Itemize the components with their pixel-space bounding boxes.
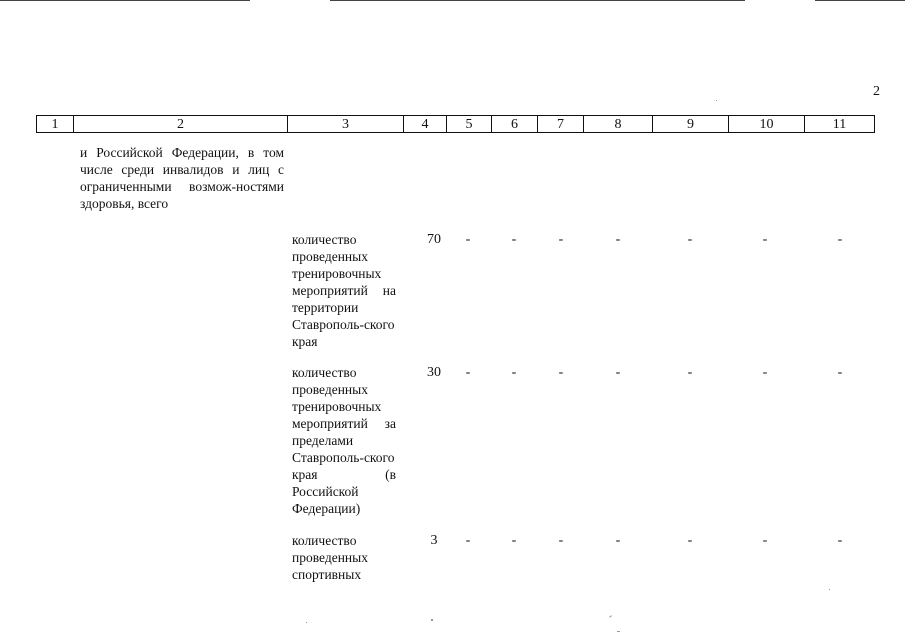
value-col-6: - bbox=[511, 365, 517, 380]
value-col-10: - bbox=[762, 232, 768, 247]
column-header: 3 bbox=[288, 116, 404, 133]
page-number: 2 bbox=[873, 84, 880, 99]
value-col-10: - bbox=[762, 365, 768, 380]
value-col-5: - bbox=[465, 365, 471, 380]
continued-description: и Российской Федерации, в том числе среди инвалидов и лиц с ограниченными возмож-ностями здоровья, всего bbox=[80, 145, 284, 211]
scan-speck bbox=[829, 589, 830, 590]
scan-speck bbox=[716, 100, 717, 101]
scan-edge-line bbox=[0, 0, 250, 1]
indicator-text: количество проведенных спортивных bbox=[292, 533, 368, 582]
column-header: 9 bbox=[653, 116, 729, 133]
value-col-6: - bbox=[511, 533, 517, 548]
column-header: 1 bbox=[37, 116, 74, 133]
value-col-8: - bbox=[615, 533, 621, 548]
value-col-8: - bbox=[615, 232, 621, 247]
value-col-7: - bbox=[558, 232, 564, 247]
indicator-text: количество проведенных тренировочных мероприятий за пределами Ставрополь-ского края (в Российской Федерации) bbox=[292, 365, 396, 516]
column-header: 2 bbox=[74, 116, 288, 133]
value-col-11: - bbox=[837, 365, 843, 380]
column-header: 11 bbox=[805, 116, 875, 133]
column-header: 4 bbox=[404, 116, 447, 133]
value-col-11: - bbox=[837, 533, 843, 548]
value-col-8: - bbox=[615, 365, 621, 380]
column-header: 10 bbox=[729, 116, 805, 133]
value-col-10: - bbox=[762, 533, 768, 548]
scan-speck bbox=[609, 615, 612, 618]
column-header: 5 bbox=[447, 116, 492, 133]
scan-speck bbox=[431, 619, 433, 621]
value-col-5: - bbox=[465, 533, 471, 548]
value-col-4: 3 bbox=[430, 533, 438, 548]
value-col-9: - bbox=[687, 533, 693, 548]
indicator-text: количество проведенных тренировочных мероприятий на территории Ставрополь-ского края bbox=[292, 232, 396, 349]
scan-speck bbox=[617, 631, 620, 632]
value-col-7: - bbox=[558, 533, 564, 548]
column-number-header bbox=[36, 115, 875, 133]
value-col-5: - bbox=[465, 232, 471, 247]
scan-speck bbox=[306, 622, 307, 623]
scan-edge-line bbox=[815, 0, 905, 1]
column-header: 8 bbox=[584, 116, 653, 133]
value-col-9: - bbox=[687, 365, 693, 380]
column-header: 7 bbox=[538, 116, 584, 133]
value-col-9: - bbox=[687, 232, 693, 247]
value-col-7: - bbox=[558, 365, 564, 380]
value-col-11: - bbox=[837, 232, 843, 247]
value-col-6: - bbox=[511, 232, 517, 247]
scan-edge-line bbox=[330, 0, 745, 1]
value-col-4: 30 bbox=[427, 365, 441, 380]
value-col-4: 70 bbox=[427, 232, 441, 247]
column-header: 6 bbox=[492, 116, 538, 133]
